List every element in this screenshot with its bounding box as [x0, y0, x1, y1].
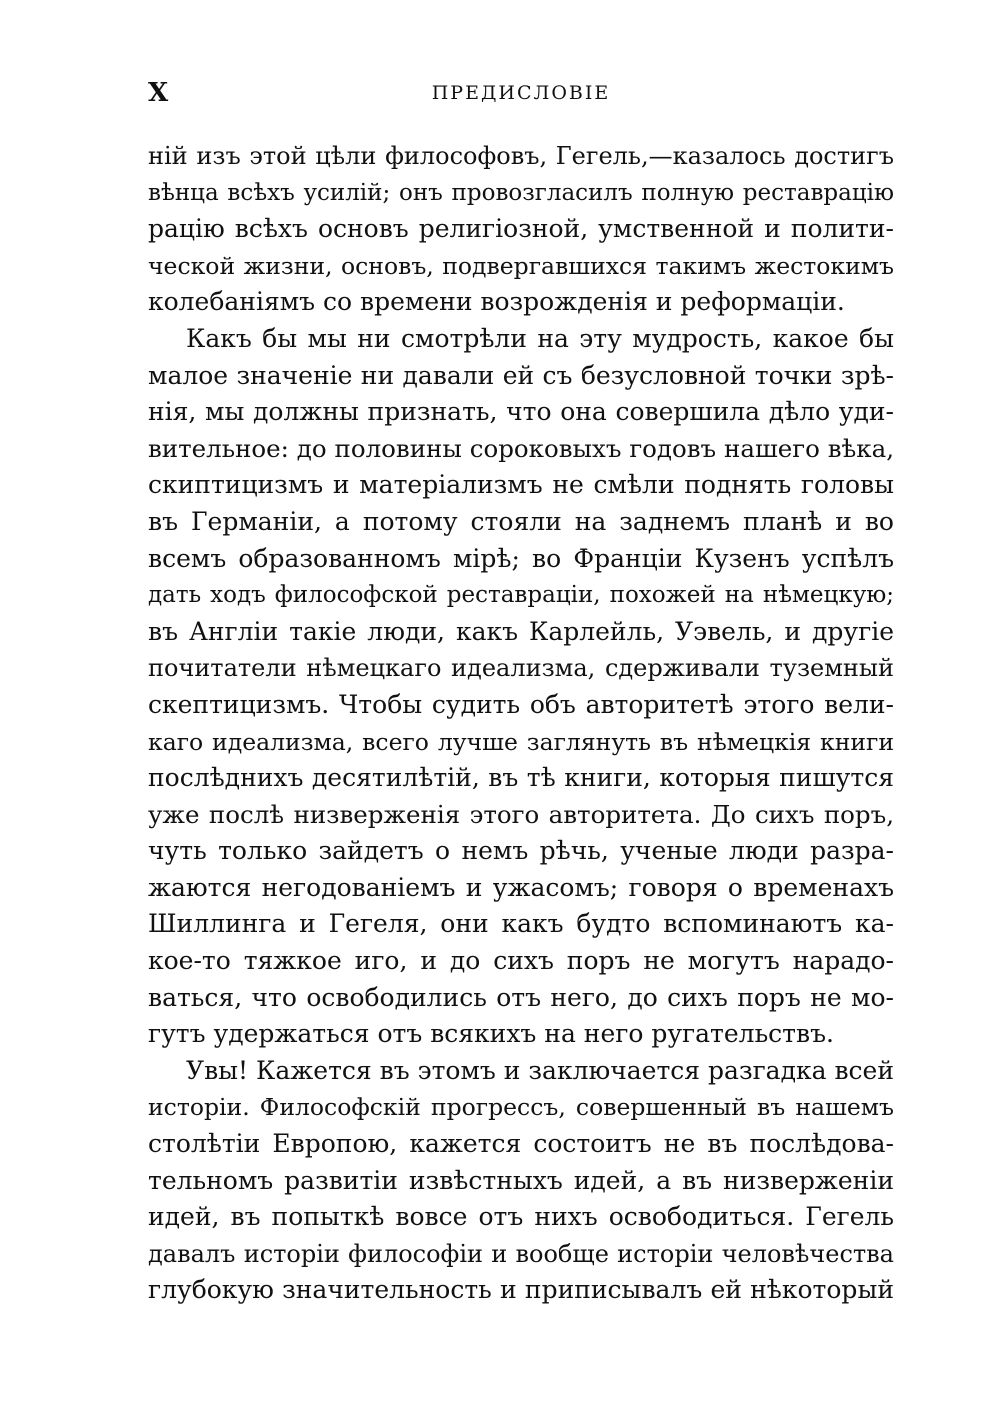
text-line: жаются негодованіемъ и ужасомъ; говоря о временахъ [148, 872, 894, 902]
text-line: малое значеніе ни давали ей съ безусловной точки зрѣ- [148, 360, 894, 390]
text-line: кое-то тяжкое иго, и до сихъ поръ не могутъ нарадо- [148, 946, 894, 976]
text-line: давалъ исторіи философіи и вообще исторіи человѣчества [148, 1239, 894, 1268]
text-line: Шиллинга и Гегеля, они какъ будто вспоминаютъ ка- [148, 909, 894, 939]
text-line: столѣтіи Европою, кажется состоитъ не въ послѣдова- [148, 1129, 894, 1159]
page-number: X [148, 78, 170, 108]
text-line: ваться, что освободились отъ него, до сихъ поръ не мо- [148, 982, 894, 1012]
text-line: ній изъ этой цѣли философовъ, Гегель,—казалось достигъ [148, 142, 894, 170]
text-line: тельномъ развитіи извѣстныхъ идей, а въ низверженіи [148, 1165, 894, 1195]
paragraph-end-line: гутъ удержаться отъ всякихъ на него ругательствъ. [148, 1019, 834, 1049]
text-line: въ Англіи такіе люди, какъ Карлейль, Уэвель, и другіе [148, 616, 894, 646]
text-line: рацію всѣхъ основъ религіозной, умственной и полити- [148, 214, 894, 244]
text-line: послѣднихъ десятилѣтій, въ тѣ книги, которыя пишутся [148, 763, 894, 793]
text-line: вѣнца всѣхъ усилій; онъ провозгласилъ полную реставрацію [148, 179, 894, 206]
text-line: почитатели нѣмецкаго идеализма, сдерживали туземный [148, 654, 894, 683]
text-line: чуть только зайдетъ о немъ рѣчь, ученые люди разра- [148, 836, 894, 866]
text-line: идей, въ попыткѣ вовсе отъ нихъ освободиться. Гегель [148, 1202, 894, 1232]
page-header [148, 78, 894, 108]
running-title: ПРЕДИСЛОВІЕ [431, 82, 611, 104]
text-line: каго идеализма, всего лучше заглянуть въ нѣмецкія книги [148, 727, 894, 756]
paragraph-end-line: колебаніямъ со времени возрожденія и реформаціи. [148, 287, 845, 317]
text-line: всемъ образованномъ мірѣ; во Франціи Кузенъ успѣлъ [148, 543, 894, 573]
text-line: нія, мы должны признать, что она совершила дѣло уди- [148, 397, 894, 427]
paragraph-start-line: Какъ бы мы ни смотрѣли на эту мудрость, какое бы [186, 323, 894, 353]
text-line: глубокую значительность и приписывалъ ей нѣкоторый [148, 1275, 894, 1305]
text-line: ческой жизни, основъ, подвергавшихся такимъ жестокимъ [148, 251, 894, 280]
body-text [148, 138, 894, 1309]
text-line: вительное: до половины сороковыхъ годовъ нашего вѣка, [148, 433, 894, 463]
text-line: скептицизмъ. Чтобы судить объ авторитетѣ этого вели- [148, 689, 894, 719]
text-line: скиптицизмъ и матеріализмъ не смѣли поднять головы [148, 470, 894, 500]
text-line: уже послѣ низверженія этого авторитета. До сихъ поръ, [148, 799, 894, 829]
text-line: въ Германіи, а потому стояли на заднемъ планѣ и во [148, 506, 894, 536]
text-line: исторіи. Философскій прогрессъ, совершенный въ нашемъ [148, 1093, 894, 1122]
paragraph-start-line: Увы! Кажется въ этомъ и заключается разгадка всей [186, 1055, 894, 1085]
text-line: дать ходъ философской реставраціи, похожей на нѣмецкую; [148, 582, 894, 609]
